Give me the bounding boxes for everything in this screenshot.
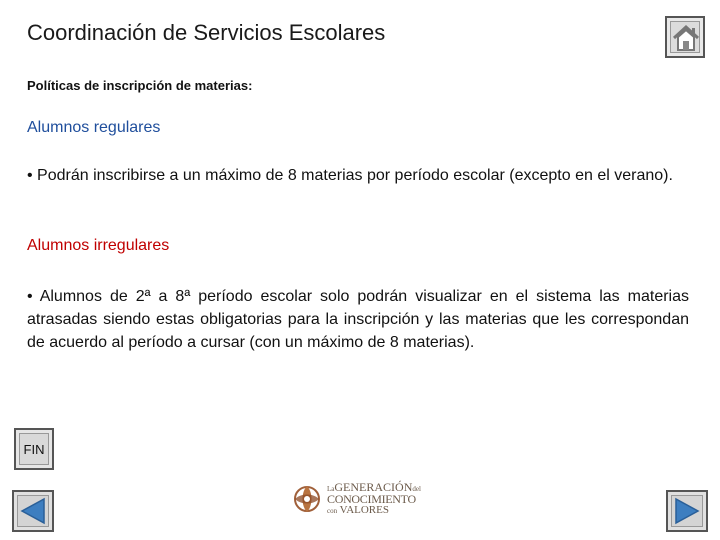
triangle-left-icon xyxy=(18,496,48,526)
next-button[interactable] xyxy=(666,490,708,532)
home-icon xyxy=(670,22,702,54)
institution-logo xyxy=(289,480,431,518)
irregular-students-heading: Alumnos irregulares xyxy=(27,237,170,254)
triangle-right-icon xyxy=(672,496,702,526)
policies-subtitle: Políticas de inscripción de materias: xyxy=(27,78,253,93)
previous-button[interactable] xyxy=(12,490,54,532)
fin-button[interactable] xyxy=(14,428,54,470)
logo-text: LaGENERACIÓNdel CONOCIMIENTO con VALORES xyxy=(327,480,421,516)
page-title: Coordinación de Servicios Escolares xyxy=(27,20,386,45)
logo-emblem-icon xyxy=(289,480,325,518)
irregular-students-text: • Alumnos de 2ª a 8ª período escolar solo podrán visualizar en el sistema las materias atrasadas siendo estas obligatorias para la inscripción y las materias que les correspondan de acuerdo al período a cursar (con un máximo de 8 materias). xyxy=(27,288,689,351)
fin-label: FIN xyxy=(19,433,49,465)
regular-students-text: • Podrán inscribirse a un máximo de 8 materias por período escolar (excepto en el verano). xyxy=(27,167,673,184)
home-button[interactable] xyxy=(665,16,705,58)
regular-students-heading: Alumnos regulares xyxy=(27,119,161,136)
